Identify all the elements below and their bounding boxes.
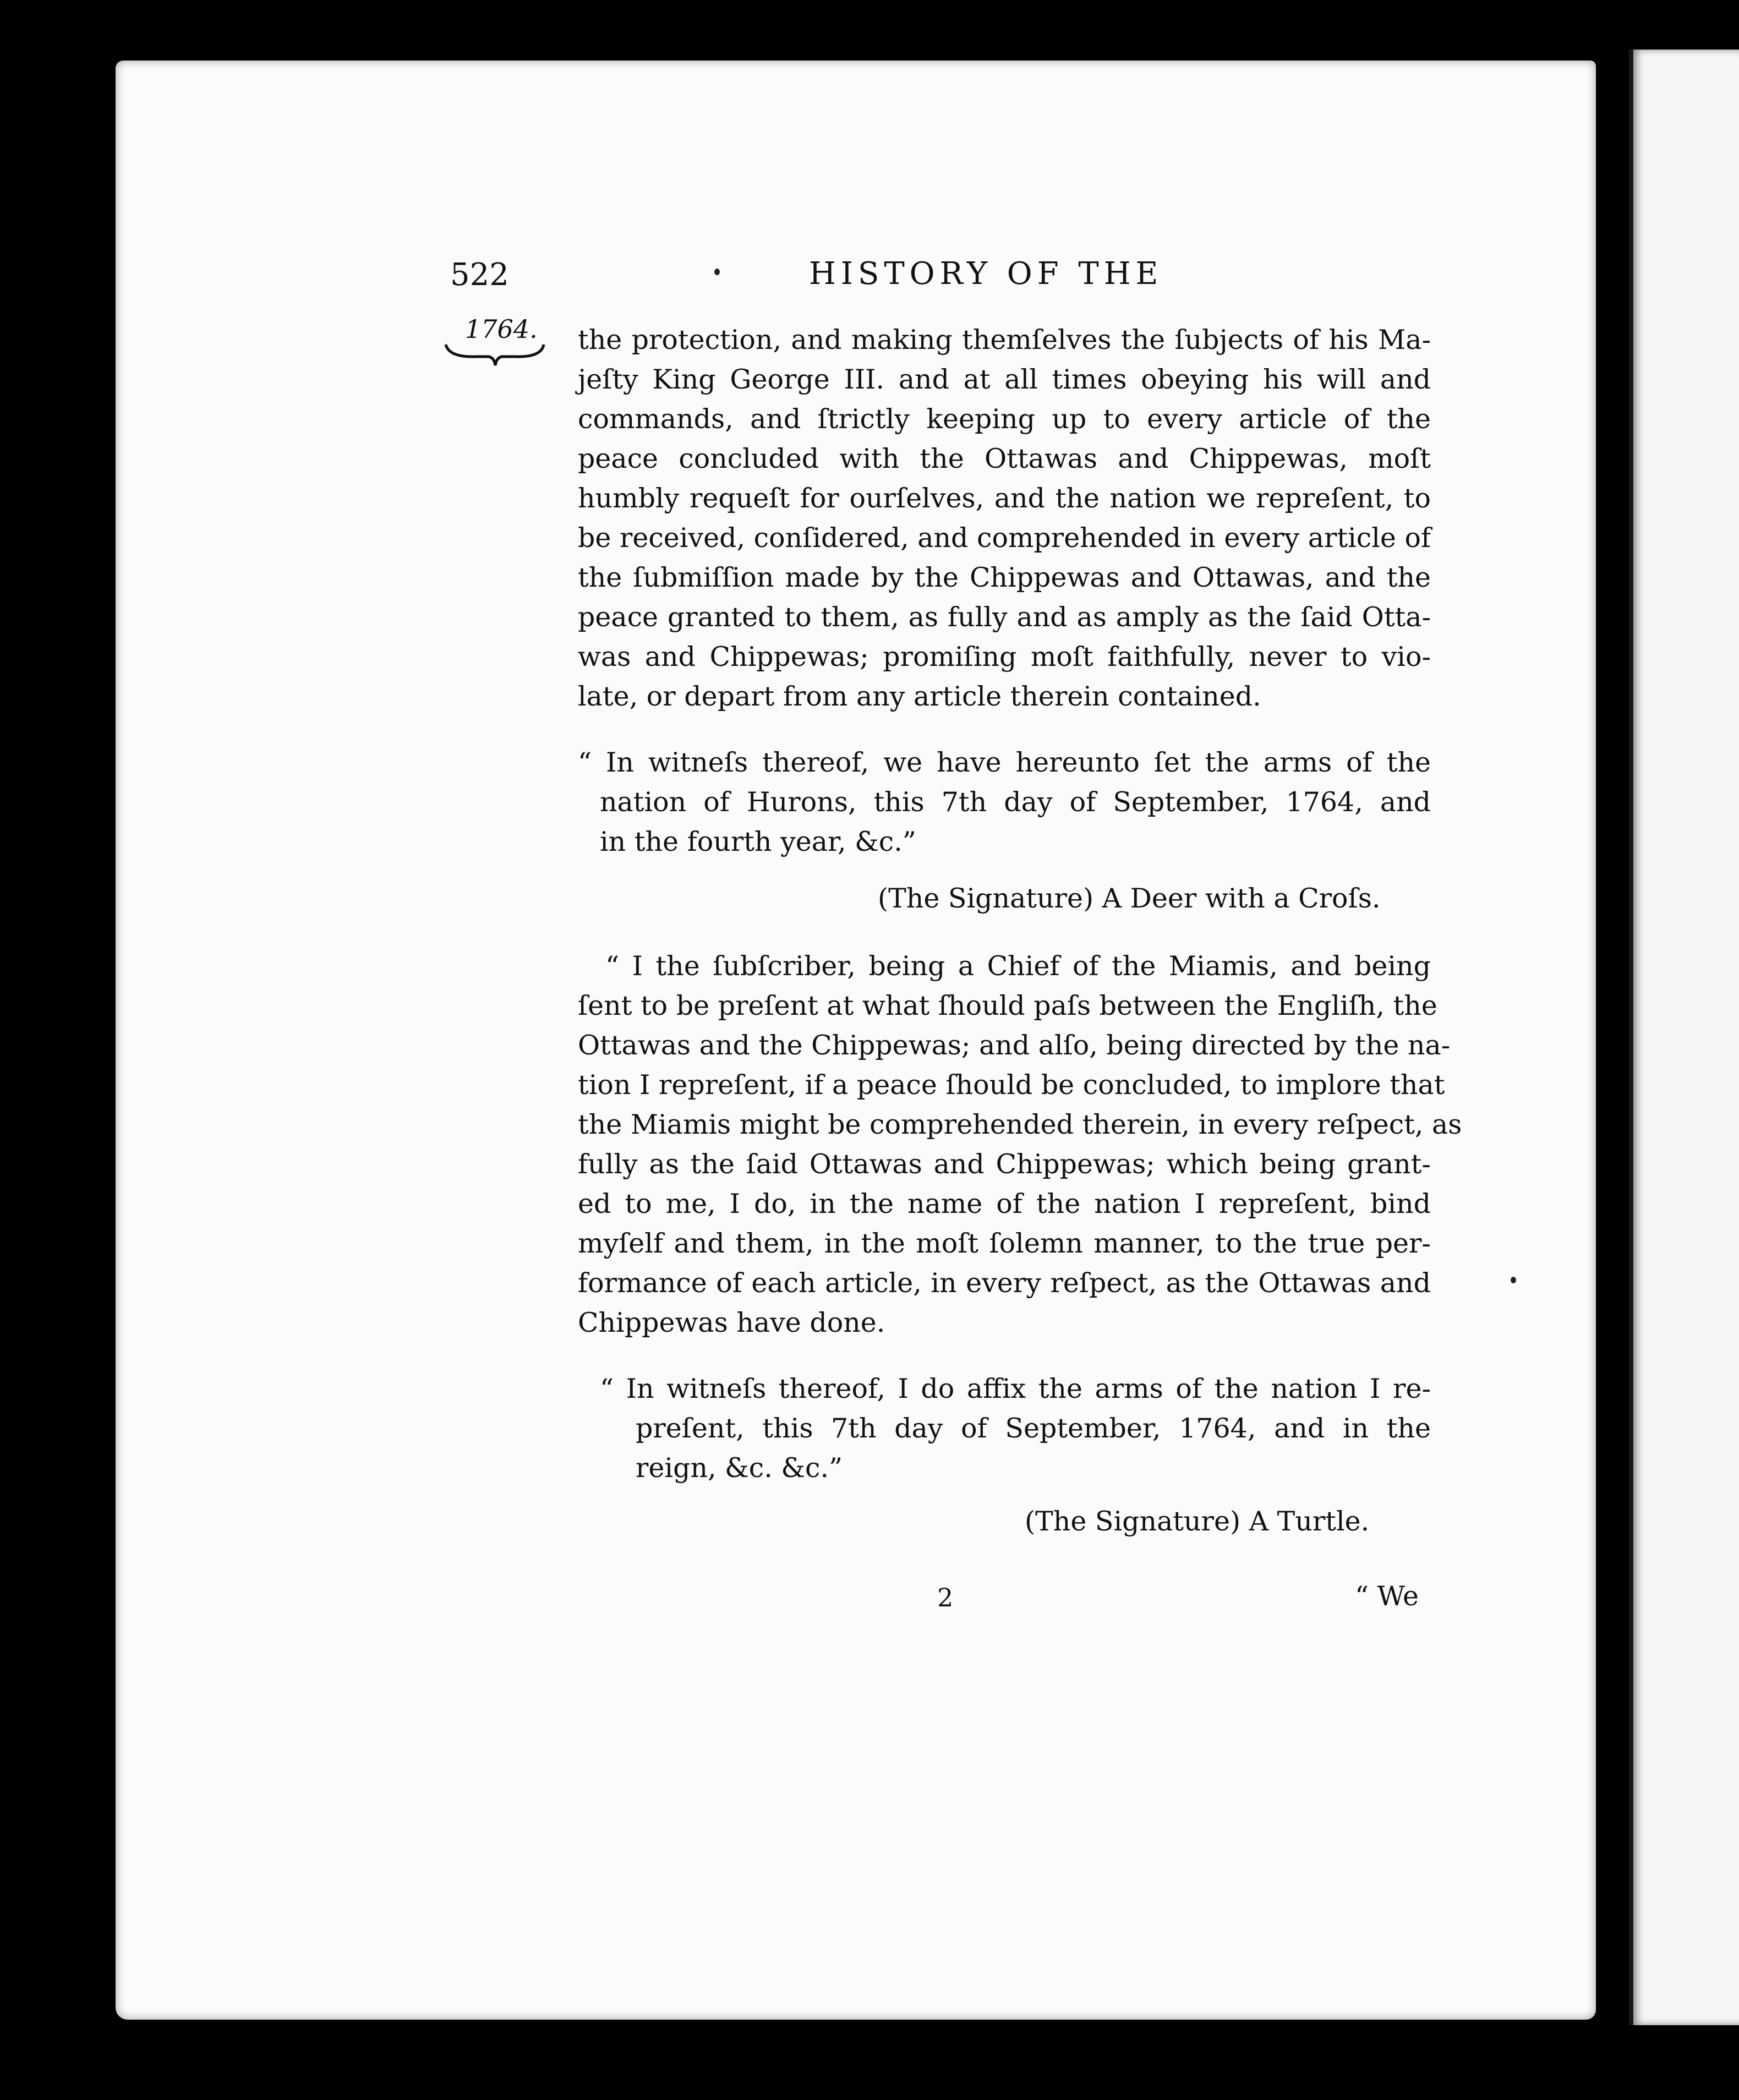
- signature-deer-cross: (The Signature) A Deer with a Croſs.: [878, 883, 1381, 914]
- text-line: ed to me, I do, in the name of the nation I repreſent, bind: [578, 1188, 1431, 1219]
- text-line: commands, and ſtrictly keeping up to every article of the: [578, 403, 1431, 435]
- stray-ink-dot: [714, 269, 720, 275]
- text-line: Ottawas and the Chippewas; and alſo, being directed by the na-: [578, 1030, 1451, 1061]
- stray-ink-dot: [1511, 1277, 1516, 1283]
- text-line: “ In witneſs thereof, I do affix the arms of the nation I re-: [600, 1373, 1431, 1404]
- text-line: “ In witneſs thereof, we have hereunto ſet the arms of the: [578, 747, 1431, 778]
- text-line: fully as the ſaid Ottawas and Chippewas; which being grant-: [578, 1149, 1431, 1180]
- text-line: Chippewas have done.: [578, 1307, 885, 1338]
- paragraph-2: [578, 743, 1431, 862]
- signature-mark: 2: [937, 1583, 954, 1612]
- text-line: the ſubmiſſion made by the Chippewas and Ottawas, and the: [578, 562, 1431, 593]
- text-line: peace granted to them, as fully and as amply as the ſaid Otta-: [578, 601, 1431, 633]
- catchword: “ We: [1355, 1581, 1419, 1612]
- text-line: the protection, and making themſelves the ſubjects of his Ma-: [578, 324, 1431, 356]
- text-line: ſent to be preſent at what ſhould paſs between the Engliſh, the: [578, 990, 1437, 1021]
- facing-page-edge: [1629, 50, 1739, 2025]
- text-line: tion I repreſent, if a peace ſhould be concluded, to implore that: [578, 1069, 1445, 1101]
- paragraph-4: [600, 1369, 1431, 1488]
- paragraph-3: [578, 947, 1462, 1343]
- text-line: the Miamis might be comprehended therein, in every reſpect, as: [578, 1109, 1462, 1140]
- text-line: formance of each article, in every reſpect, as the Ottawas and: [578, 1267, 1431, 1299]
- margin-year: 1764.: [465, 314, 538, 344]
- text-line: nation of Hurons, this 7th day of September, 1764, and: [600, 786, 1431, 818]
- text-line: in the fourth year, &c.”: [600, 826, 916, 857]
- text-line: late, or depart from any article therein contained.: [578, 681, 1261, 712]
- paragraph-1: [578, 320, 1431, 717]
- text-line: was and Chippewas; promiſing moſt faithfully, never to vio-: [578, 641, 1431, 672]
- text-line: jeſty King George III. and at all times obeying his will and: [578, 364, 1431, 395]
- text-line: peace concluded with the Ottawas and Chippewas, moſt: [578, 443, 1431, 474]
- text-line: preſent, this 7th day of September, 1764, and in the: [636, 1413, 1431, 1444]
- text-line: be received, conſidered, and comprehended in every article of: [578, 522, 1431, 554]
- page-number: 522: [450, 257, 509, 293]
- running-title: HISTORY OF THE: [809, 256, 1163, 292]
- text-line: reign, &c. &c.”: [636, 1452, 843, 1484]
- margin-brace: [444, 341, 546, 369]
- text-line: “ I the ſubſcriber, being a Chief of the Miamis, and being: [605, 950, 1431, 982]
- text-line: humbly requeſt for ourſelves, and the nation we repreſent, to: [578, 483, 1431, 514]
- text-line: myſelf and them, in the moſt ſolemn manner, to the true per-: [578, 1228, 1431, 1259]
- signature-turtle: (The Signature) A Turtle.: [1025, 1506, 1370, 1537]
